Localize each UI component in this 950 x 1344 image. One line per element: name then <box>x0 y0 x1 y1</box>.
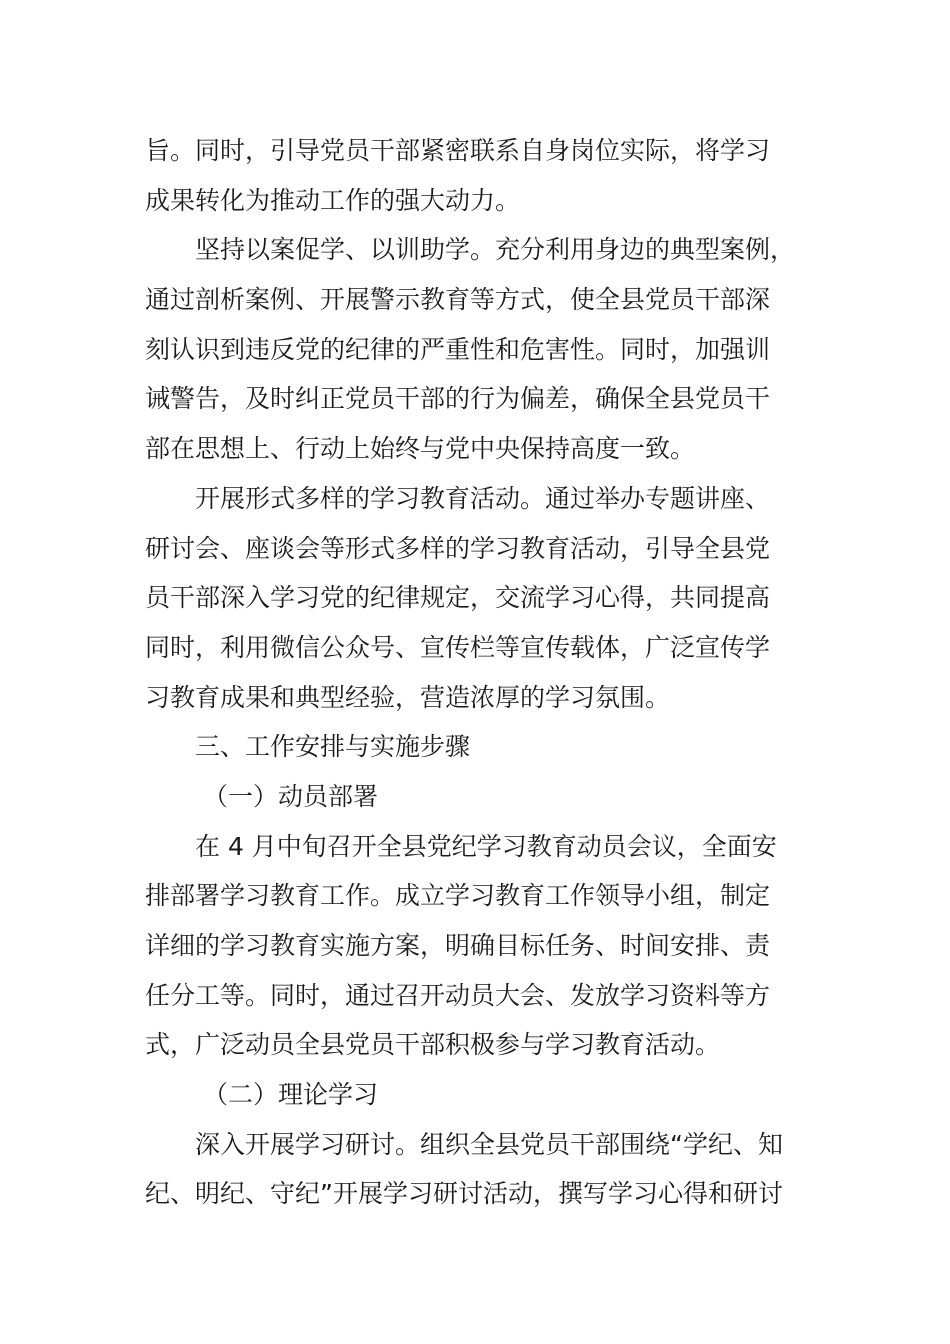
paragraph-start-line: 深入开展学习研讨。组织全县党员干部围绕“学纪、知 <box>195 1129 783 1159</box>
text-line: 排部署学习教育工作。成立学习教育工作领导小组，制定 <box>145 881 771 911</box>
paragraph-start-line: 开展形式多样的学习教育活动。通过举办专题讲座、 <box>195 483 771 513</box>
text-line: 习教育成果和典型经验，营造浓厚的学习氛围。 <box>145 682 671 712</box>
section-heading: 三、工作安排与实施步骤 <box>195 732 471 762</box>
subsection-heading: （二）理论学习 <box>203 1080 379 1110</box>
paragraph-start-line: 在 4 月中旬召开全县党纪学习教育动员会议，全面安 <box>195 831 777 861</box>
text-line: 成果转化为推动工作的强大动力。 <box>145 185 521 215</box>
paragraph-start-line: 坚持以案促学、以训助学。充分利用身边的典型案例， <box>195 235 796 265</box>
text-line: 详细的学习教育实施方案，明确目标任务、时间安排、责 <box>145 931 771 960</box>
text-line: 研讨会、座谈会等形式多样的学习教育活动，引导全县党 <box>145 533 771 563</box>
text-line: 诫警告，及时纠正党员干部的行为偏差，确保全县党员干 <box>145 384 771 414</box>
text-line: 旨。同时，引导党员干部紧密联系自身岗位实际，将学习 <box>145 136 771 165</box>
subsection-heading: （一）动员部署 <box>203 781 379 811</box>
text-line: 任分工等。同时，通过召开动员大会、发放学习资料等方 <box>145 980 771 1010</box>
text-line: 通过剖析案例、开展警示教育等方式，使全县党员干部深 <box>145 285 771 315</box>
document-body <box>145 126 825 1219</box>
text-line: 刻认识到违反党的纪律的严重性和危害性。同时，加强训 <box>145 334 771 364</box>
text-line: 员干部深入学习党的纪律规定，交流学习心得，共同提高 <box>145 583 771 613</box>
text-line: 式，广泛动员全县党员干部积极参与学习教育活动。 <box>145 1030 721 1060</box>
text-line: 部在思想上、行动上始终与党中央保持高度一致。 <box>145 434 696 464</box>
text-line: 同时，利用微信公众号、宣传栏等宣传载体，广泛宣传学 <box>145 632 771 662</box>
text-line: 纪、明纪、守纪”开展学习研讨活动，撰写学习心得和研讨 <box>145 1179 783 1209</box>
